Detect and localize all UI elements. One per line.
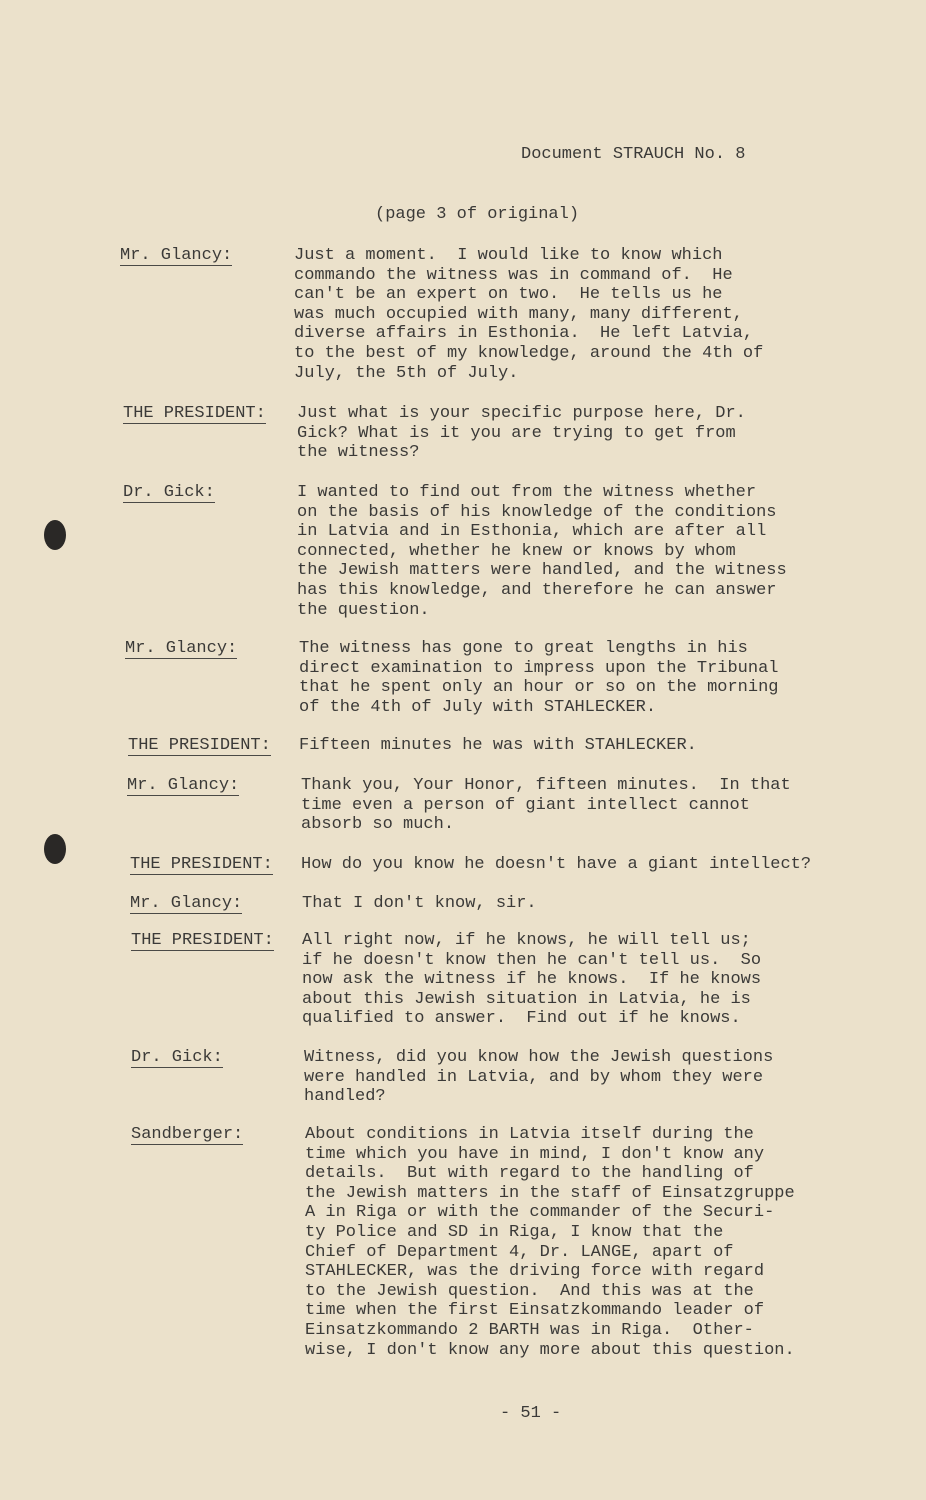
- speaker-label: Mr. Glancy:: [130, 894, 243, 913]
- page-note: (page 3 of original): [375, 205, 580, 224]
- text-line: How do you know he doesn't have a giant intellect?: [301, 855, 812, 874]
- text-line: Chief of Department 4, Dr. LANGE, apart of: [305, 1242, 734, 1262]
- speaker-label: Dr. Gick:: [123, 483, 215, 502]
- text-line: was much occupied with many, many different,: [294, 304, 743, 324]
- speaker-label: Sandberger:: [131, 1125, 244, 1144]
- text-line: A in Riga or with the commander of the Securi-: [305, 1203, 775, 1223]
- text-line: on the basis of his knowledge of the conditions: [297, 502, 777, 522]
- text-line: time even a person of giant intellect cannot: [301, 795, 750, 815]
- speech-text: [302, 894, 537, 914]
- text-line: Just a moment. I would like to know which: [294, 246, 723, 265]
- punch-hole: [44, 520, 66, 550]
- text-line: Just what is your specific purpose here, Dr.: [297, 404, 746, 423]
- text-line: details. But with regard to the handling of: [305, 1164, 754, 1184]
- text-line: STAHLECKER, was the driving force with regard: [305, 1262, 765, 1282]
- text-line: Einsatzkommando 2 BARTH was in Riga. Other-: [305, 1320, 754, 1340]
- text-line: to the best of my knowledge, around the 4th of: [294, 343, 764, 363]
- page-number: - 51 -: [500, 1404, 562, 1423]
- speech-text: [305, 1125, 795, 1360]
- text-line: Gick? What is it you are trying to get from: [297, 423, 736, 443]
- speaker-label: Mr. Glancy:: [125, 639, 238, 658]
- speech-text: [299, 639, 778, 717]
- text-line: the Jewish matters in the staff of Einsatzgruppe: [305, 1183, 795, 1203]
- text-line: the question.: [297, 600, 430, 620]
- text-line: the witness?: [297, 443, 420, 463]
- text-line: direct examination to impress upon the Tribunal: [299, 658, 779, 678]
- speaker-label: Mr. Glancy:: [120, 246, 233, 265]
- text-line: to the Jewish question. And this was at the: [305, 1281, 754, 1301]
- speech-text: [304, 1048, 773, 1107]
- speaker-label: THE PRESIDENT:: [128, 736, 271, 755]
- text-line: can't be an expert on two. He tells us he: [294, 285, 723, 305]
- speech-text: [301, 855, 811, 875]
- text-line: That I don't know, sir.: [302, 894, 537, 913]
- text-line: ty Police and SD in Riga, I know that the: [305, 1222, 724, 1242]
- text-line: absorb so much.: [301, 815, 455, 835]
- text-line: All right now, if he knows, he will tell us;: [302, 931, 751, 950]
- speech-text: [301, 776, 791, 835]
- text-line: diverse affairs in Esthonia. He left Latvia,: [294, 324, 754, 344]
- text-line: Fifteen minutes he was with STAHLECKER.: [299, 736, 697, 755]
- text-line: July, the 5th of July.: [294, 363, 519, 383]
- text-line: connected, whether he knew or knows by whom: [297, 541, 736, 561]
- text-line: that he spent only an hour or so on the morning: [299, 678, 779, 698]
- text-line: handled?: [304, 1087, 386, 1107]
- text-line: Thank you, Your Honor, fifteen minutes. In that: [301, 776, 791, 795]
- text-line: About conditions in Latvia itself during the: [305, 1125, 754, 1144]
- speech-text: [297, 483, 787, 620]
- text-line: has this knowledge, and therefore he can answer: [297, 580, 777, 600]
- punch-hole: [44, 834, 66, 864]
- text-line: Witness, did you know how the Jewish questions: [304, 1048, 774, 1067]
- text-line: qualified to answer. Find out if he knows.: [302, 1009, 741, 1029]
- text-line: if he doesn't know then he can't tell us. So: [302, 950, 762, 970]
- document-reference: Document STRAUCH No. 8: [521, 145, 746, 164]
- text-line: were handled in Latvia, and by whom they were: [304, 1067, 764, 1087]
- text-line: in Latvia and in Esthonia, which are after all: [297, 522, 767, 542]
- speech-text: [294, 246, 763, 383]
- speech-text: [297, 404, 746, 463]
- text-line: The witness has gone to great lengths in his: [299, 639, 748, 658]
- speaker-label: THE PRESIDENT:: [123, 404, 266, 423]
- speaker-label: Mr. Glancy:: [127, 776, 240, 795]
- speaker-label: THE PRESIDENT:: [130, 855, 273, 874]
- text-line: the Jewish matters were handled, and the witness: [297, 561, 787, 581]
- text-line: now ask the witness if he knows. If he knows: [302, 970, 762, 990]
- text-line: about this Jewish situation in Latvia, he is: [302, 989, 751, 1009]
- text-line: I wanted to find out from the witness whether: [297, 483, 757, 502]
- text-line: commando the witness was in command of. He: [294, 265, 733, 285]
- text-line: time when the first Einsatzkommando leader of: [305, 1301, 765, 1321]
- text-line: time which you have in mind, I don't know any: [305, 1144, 765, 1164]
- speaker-label: THE PRESIDENT:: [131, 931, 274, 950]
- speaker-label: Dr. Gick:: [131, 1048, 223, 1067]
- speech-text: [302, 931, 761, 1029]
- speech-text: [299, 736, 697, 756]
- text-line: wise, I don't know any more about this question.: [305, 1340, 795, 1360]
- text-line: of the 4th of July with STAHLECKER.: [299, 697, 657, 717]
